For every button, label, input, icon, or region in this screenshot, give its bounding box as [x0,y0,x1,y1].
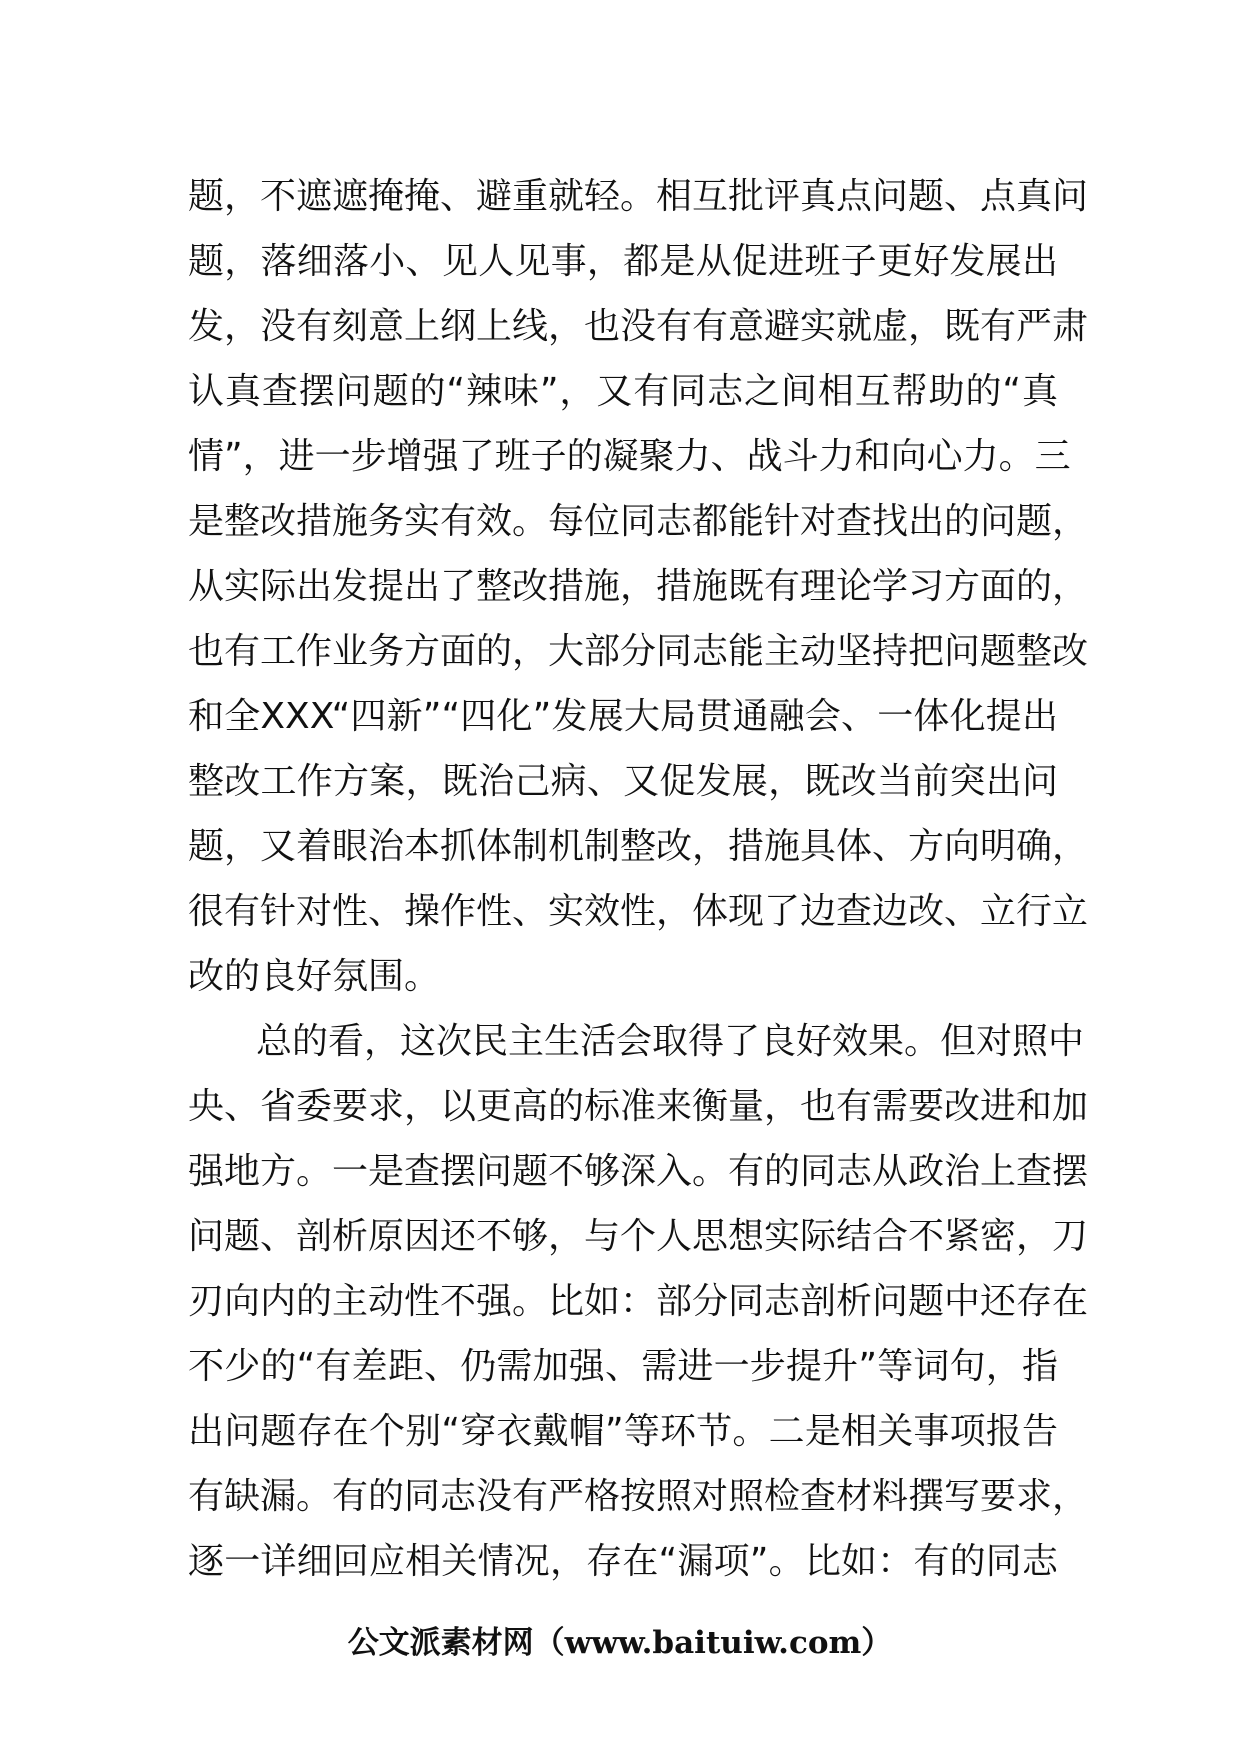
text-line-22: 逐一详细回应相关情况，存在“漏项”。比如：有的同志 [188,1541,1058,1582]
document-body [188,164,1089,1594]
text-line-5: 情”，进一步增强了班子的凝聚力、战斗力和向心力。三 [188,436,1071,477]
text-line-4: 认真查摆问题的“辣味”，又有同志之间相互帮助的“真 [188,371,1058,412]
text-line-1: 题，不遮遮掩掩、避重就轻。相互批评真点问题、点真问 [188,176,1089,217]
text-line-2: 题，落细落小、见人见事，都是从促进班子更好发展出 [188,241,1058,282]
text-line-14: 总的看，这次民主生活会取得了良好效果。但对照中 [256,1021,1085,1062]
text-line-7: 从实际出发提出了整改措施，措施既有理论学习方面的， [188,566,1089,607]
text-line-6: 是整改措施务实有效。每位同志都能针对查找出的问题， [188,501,1089,542]
text-line-21: 有缺漏。有的同志没有严格按照对照检查材料撰写要求， [188,1476,1089,1517]
text-line-17: 问题、剖析原因还不够，与个人思想实际结合不紧密，刀 [188,1216,1089,1257]
text-line-9: 和全XXX“四新”“四化”发展大局贯通融会、一体化提出 [188,696,1058,737]
text-line-16: 强地方。一是查摆问题不够深入。有的同志从政治上查摆 [188,1151,1089,1192]
text-line-20: 出问题存在个别“穿衣戴帽”等环节。二是相关事项报告 [188,1411,1058,1452]
page-footer-watermark: 公文派素材网（www.baituiw.com） [347,1625,893,1661]
text-line-19: 不少的“有差距、仍需加强、需进一步提升”等词句，指 [188,1346,1058,1387]
text-line-11: 题，又着眼治本抓体制机制整改，措施具体、方向明确， [188,826,1089,867]
text-line-8: 也有工作业务方面的，大部分同志能主动坚持把问题整改 [188,631,1089,672]
text-line-10: 整改工作方案，既治己病、又促发展，既改当前突出问 [188,761,1058,802]
text-line-3: 发，没有刻意上纲上线，也没有有意避实就虚，既有严肃 [188,306,1089,347]
text-line-13: 改的良好氛围。 [188,956,441,997]
text-line-15: 央、省委要求，以更高的标准来衡量，也有需要改进和加 [188,1086,1089,1127]
text-line-12: 很有针对性、操作性、实效性，体现了边查边改、立行立 [188,891,1089,932]
text-line-18: 刃向内的主动性不强。比如：部分同志剖析问题中还存在 [188,1281,1089,1322]
